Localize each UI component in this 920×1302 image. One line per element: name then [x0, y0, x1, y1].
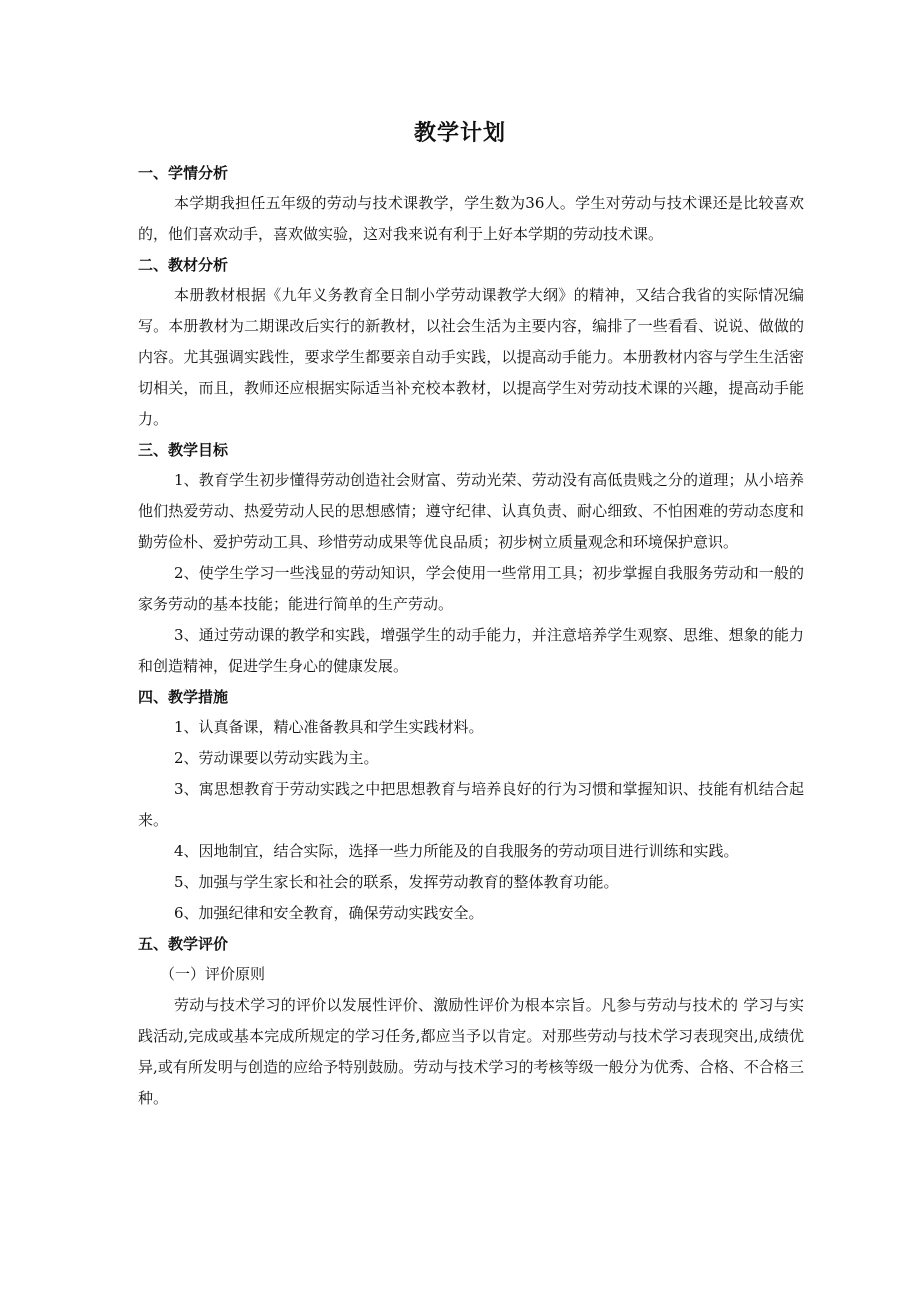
section-teaching-evaluation — [138, 929, 804, 1114]
section-heading: 一、学情分析 — [138, 164, 229, 182]
paragraph: 2、使学生学习一些浅显的劳动知识，学会使用一些常用工具；初步掌握自我服务劳动和一般的家务劳动的基本技能；能进行简单的生产劳动。 — [138, 564, 804, 613]
subheading: （一）评价原则 — [160, 965, 266, 983]
paragraph: 2、劳动课要以劳动实践为主。 — [174, 749, 379, 767]
section-heading: 二、教材分析 — [138, 256, 229, 274]
paragraph: 本册教材根据《九年义务教育全日制小学劳动课教学大纲》的精神，又结合我省的实际情况编写。本册教材为二期课改后实行的新教材，以社会生活为主要内容，编排了一些看看、说说、做做的内容。尤其强调实践性，要求学生都要亲自动手实践，以提高动手能力。本册教材内容与学生生活密切相关，而且，教师还应根据实际适当补充校本教材，以提高学生对劳动技术课的兴趣，提高动手能力。 — [138, 286, 804, 428]
section-teaching-goals — [138, 435, 804, 682]
section-heading: 三、教学目标 — [138, 441, 229, 459]
paragraph: 5、加强与学生家长和社会的联系，发挥劳动教育的整体教育功能。 — [174, 873, 619, 891]
document-body — [138, 158, 804, 1114]
paragraph: 劳动与技术学习的评价以发展性评价、激励性评价为根本宗旨。凡参与劳动与技术的 学习与实践活动,完成或基本完成所规定的学习任务,都应当予以肯定。对那些劳动与技术学习表现突出,成绩优异,或有所发明与创造的应给予特别鼓励。劳动与技术学习的考核等级一般分为优秀、合格、不合格三种。 — [138, 996, 804, 1107]
section-teaching-measures — [138, 682, 804, 929]
paragraph: 本学期我担任五年级的劳动与技术课教学，学生数为36人。学生对劳动与技术课还是比较喜欢的，他们喜欢动手，喜欢做实验，这对我来说有利于上好本学期的劳动技术课。 — [138, 194, 804, 243]
paragraph: 3、通过劳动课的教学和实践，增强学生的动手能力，并注意培养学生观察、思维、想象的能力和创造精神，促进学生身心的健康发展。 — [138, 626, 804, 675]
document-title: 教学计划 — [413, 121, 506, 146]
section-heading: 四、教学措施 — [138, 688, 229, 706]
section-textbook-analysis — [138, 250, 804, 435]
paragraph: 3、寓思想教育于劳动实践之中把思想教育与培养良好的行为习惯和掌握知识、技能有机结合起来。 — [138, 780, 804, 829]
paragraph: 1、教育学生初步懂得劳动创造社会财富、劳动光荣、劳动没有高低贵贱之分的道理；从小培养他们热爱劳动、热爱劳动人民的思想感情；遵守纪律、认真负责、耐心细致、不怕困难的劳动态度和勤劳俭朴、爱护劳动工具、珍惜劳动成果等优良品质；初步树立质量观念和环境保护意识。 — [138, 471, 804, 551]
paragraph: 4、因地制宜，结合实际，选择一些力所能及的自我服务的劳动项目进行训练和实践。 — [174, 842, 739, 860]
paragraph: 1、认真备课，精心准备教具和学生实践材料。 — [174, 718, 484, 736]
section-student-analysis — [138, 158, 804, 250]
paragraph: 6、加强纪律和安全教育，确保劳动实践安全。 — [174, 904, 484, 922]
section-heading: 五、教学评价 — [138, 935, 229, 953]
